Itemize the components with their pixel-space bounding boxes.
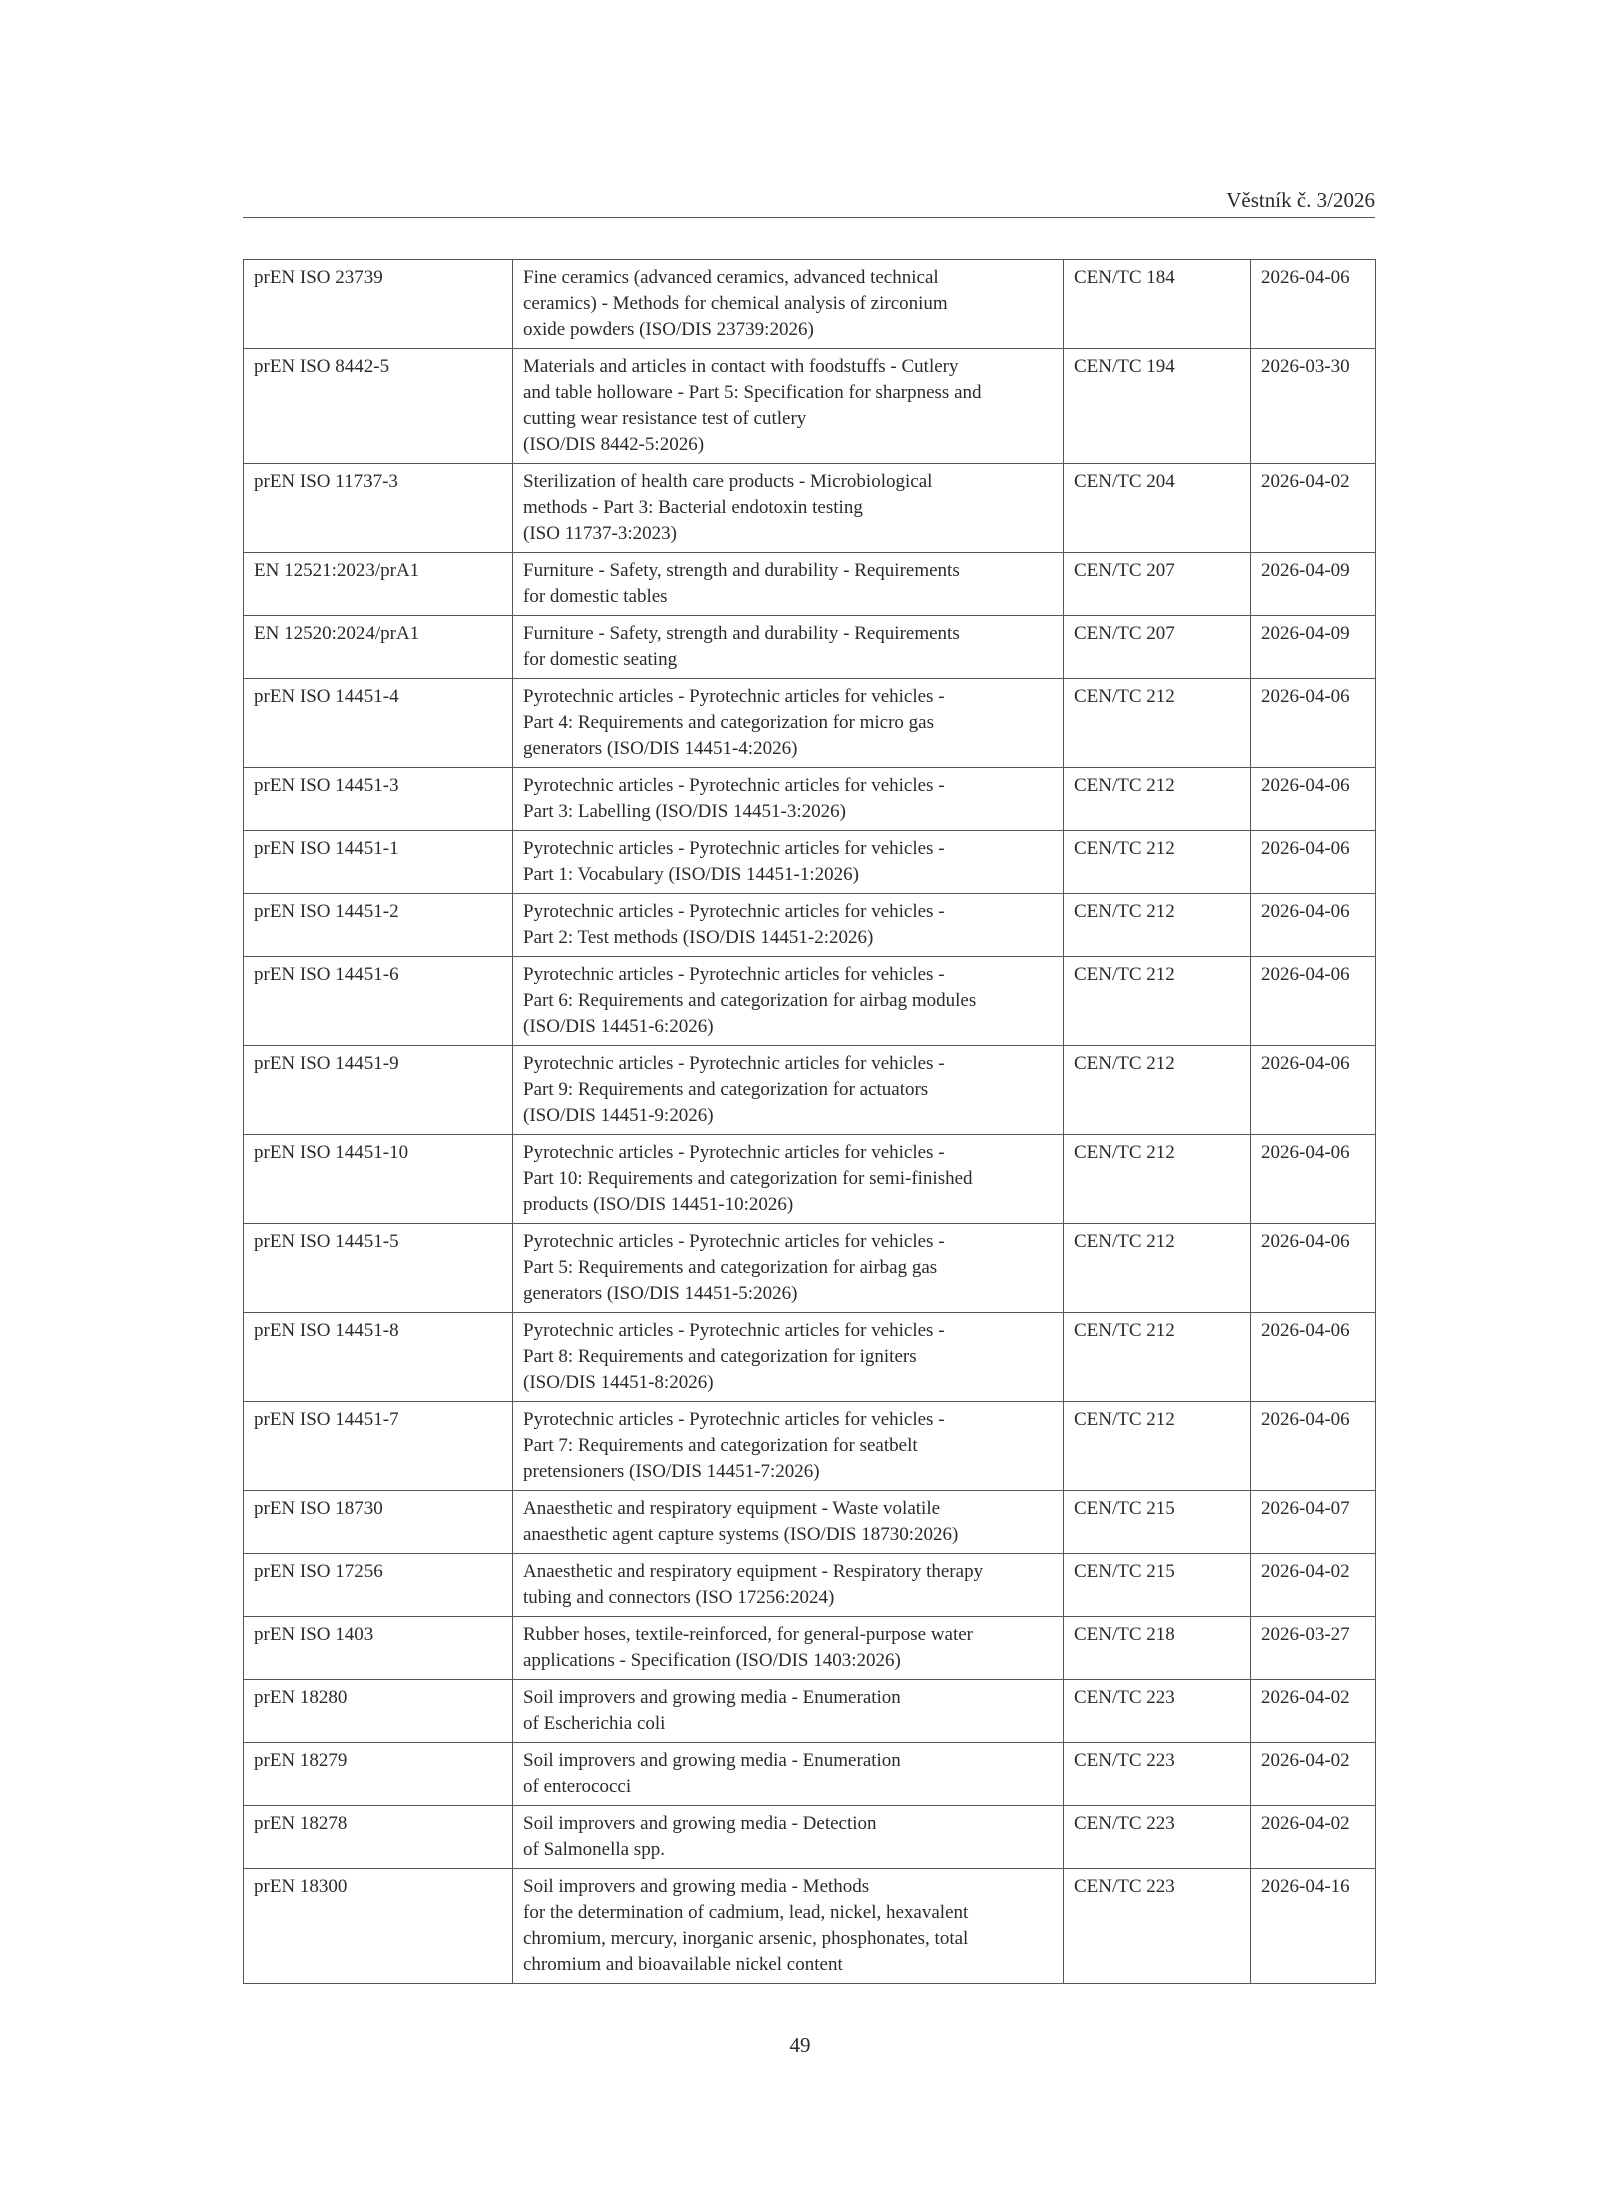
table-row bbox=[244, 1224, 1376, 1313]
comment-deadline: 2026-04-06 bbox=[1251, 1046, 1376, 1135]
table-row bbox=[244, 1743, 1376, 1806]
table-row bbox=[244, 679, 1376, 768]
standards-table bbox=[243, 259, 1376, 1984]
comment-deadline: 2026-04-02 bbox=[1251, 1680, 1376, 1743]
table-row bbox=[244, 464, 1376, 553]
comment-deadline: 2026-03-30 bbox=[1251, 349, 1376, 464]
table-row bbox=[244, 894, 1376, 957]
standard-code: prEN ISO 14451-10 bbox=[244, 1135, 513, 1224]
standard-code: prEN ISO 14451-1 bbox=[244, 831, 513, 894]
technical-committee: CEN/TC 212 bbox=[1064, 1402, 1251, 1491]
standard-title: Soil improvers and growing media - Enumeration of enterococci bbox=[513, 1743, 1064, 1806]
standard-code: prEN ISO 14451-4 bbox=[244, 679, 513, 768]
table-row bbox=[244, 1554, 1376, 1617]
standard-title: Furniture - Safety, strength and durability - Requirements for domestic seating bbox=[513, 616, 1064, 679]
standard-title: Soil improvers and growing media - Methods for the determination of cadmium, lead, nickel, hexavalent chromium, mercury, inorganic arsenic, phosphonates, total chromium and bioavailable nickel content bbox=[513, 1869, 1064, 1984]
table-row bbox=[244, 831, 1376, 894]
comment-deadline: 2026-03-27 bbox=[1251, 1617, 1376, 1680]
standard-title: Pyrotechnic articles - Pyrotechnic articles for vehicles - Part 2: Test methods (ISO/DIS 14451-2:2026) bbox=[513, 894, 1064, 957]
standard-title: Rubber hoses, textile-reinforced, for general-purpose water applications - Specification (ISO/DIS 1403:2026) bbox=[513, 1617, 1064, 1680]
table-row bbox=[244, 260, 1376, 349]
technical-committee: CEN/TC 212 bbox=[1064, 894, 1251, 957]
table-row bbox=[244, 1617, 1376, 1680]
standard-title: Pyrotechnic articles - Pyrotechnic articles for vehicles - Part 7: Requirements and categorization for seatbelt pretensioners (ISO/DIS 14451-7:2026) bbox=[513, 1402, 1064, 1491]
standard-title: Soil improvers and growing media - Detection of Salmonella spp. bbox=[513, 1806, 1064, 1869]
standard-code: prEN 18279 bbox=[244, 1743, 513, 1806]
technical-committee: CEN/TC 184 bbox=[1064, 260, 1251, 349]
table-row bbox=[244, 1046, 1376, 1135]
technical-committee: CEN/TC 212 bbox=[1064, 768, 1251, 831]
table-row bbox=[244, 1869, 1376, 1984]
comment-deadline: 2026-04-09 bbox=[1251, 616, 1376, 679]
comment-deadline: 2026-04-07 bbox=[1251, 1491, 1376, 1554]
standard-code: EN 12521:2023/prA1 bbox=[244, 553, 513, 616]
technical-committee: CEN/TC 212 bbox=[1064, 1046, 1251, 1135]
comment-deadline: 2026-04-02 bbox=[1251, 1554, 1376, 1617]
technical-committee: CEN/TC 223 bbox=[1064, 1806, 1251, 1869]
technical-committee: CEN/TC 212 bbox=[1064, 831, 1251, 894]
standard-title: Pyrotechnic articles - Pyrotechnic articles for vehicles - Part 4: Requirements and categorization for micro gas generators (ISO/DIS 14451-4:2026) bbox=[513, 679, 1064, 768]
comment-deadline: 2026-04-06 bbox=[1251, 1135, 1376, 1224]
technical-committee: CEN/TC 212 bbox=[1064, 1313, 1251, 1402]
technical-committee: CEN/TC 212 bbox=[1064, 1135, 1251, 1224]
page-number: 49 bbox=[789, 2033, 811, 2057]
table-row bbox=[244, 616, 1376, 679]
standard-title: Pyrotechnic articles - Pyrotechnic articles for vehicles - Part 6: Requirements and categorization for airbag modules (ISO/DIS 14451-6:2026) bbox=[513, 957, 1064, 1046]
technical-committee: CEN/TC 223 bbox=[1064, 1869, 1251, 1984]
standard-code: prEN ISO 14451-8 bbox=[244, 1313, 513, 1402]
technical-committee: CEN/TC 204 bbox=[1064, 464, 1251, 553]
table-row bbox=[244, 1135, 1376, 1224]
standard-title: Pyrotechnic articles - Pyrotechnic articles for vehicles - Part 10: Requirements and categorization for semi-finished products (ISO/DIS 14451-10:2026) bbox=[513, 1135, 1064, 1224]
running-header: Věstník č. 3/2026 bbox=[1226, 188, 1375, 212]
standard-title: Pyrotechnic articles - Pyrotechnic articles for vehicles - Part 9: Requirements and categorization for actuators (ISO/DIS 14451-9:2026) bbox=[513, 1046, 1064, 1135]
technical-committee: CEN/TC 223 bbox=[1064, 1680, 1251, 1743]
technical-committee: CEN/TC 207 bbox=[1064, 553, 1251, 616]
standard-title: Fine ceramics (advanced ceramics, advanced technical ceramics) - Methods for chemical analysis of zirconium oxide powders (ISO/DIS 23739:2026) bbox=[513, 260, 1064, 349]
table-row bbox=[244, 957, 1376, 1046]
technical-committee: CEN/TC 212 bbox=[1064, 679, 1251, 768]
standard-title: Pyrotechnic articles - Pyrotechnic articles for vehicles - Part 8: Requirements and categorization for igniters (ISO/DIS 14451-8:2026) bbox=[513, 1313, 1064, 1402]
standard-code: prEN 18280 bbox=[244, 1680, 513, 1743]
standard-title: Materials and articles in contact with foodstuffs - Cutlery and table holloware - Part 5: Specification for sharpness and cutting wear resistance test of cutlery (ISO/DIS 8442-5:2026) bbox=[513, 349, 1064, 464]
standard-title: Soil improvers and growing media - Enumeration of Escherichia coli bbox=[513, 1680, 1064, 1743]
comment-deadline: 2026-04-06 bbox=[1251, 260, 1376, 349]
standard-code: prEN ISO 11737-3 bbox=[244, 464, 513, 553]
standard-title: Pyrotechnic articles - Pyrotechnic articles for vehicles - Part 5: Requirements and categorization for airbag gas generators (ISO/DIS 14451-5:2026) bbox=[513, 1224, 1064, 1313]
comment-deadline: 2026-04-09 bbox=[1251, 553, 1376, 616]
table-row bbox=[244, 1491, 1376, 1554]
standard-title: Pyrotechnic articles - Pyrotechnic articles for vehicles - Part 1: Vocabulary (ISO/DIS 14451-1:2026) bbox=[513, 831, 1064, 894]
comment-deadline: 2026-04-06 bbox=[1251, 894, 1376, 957]
technical-committee: CEN/TC 215 bbox=[1064, 1554, 1251, 1617]
comment-deadline: 2026-04-16 bbox=[1251, 1869, 1376, 1984]
comment-deadline: 2026-04-02 bbox=[1251, 464, 1376, 553]
table-row bbox=[244, 1402, 1376, 1491]
standard-title: Furniture - Safety, strength and durability - Requirements for domestic tables bbox=[513, 553, 1064, 616]
table-row bbox=[244, 768, 1376, 831]
table-row bbox=[244, 1313, 1376, 1402]
standard-title: Anaesthetic and respiratory equipment - Waste volatile anaesthetic agent capture systems (ISO/DIS 18730:2026) bbox=[513, 1491, 1064, 1554]
technical-committee: CEN/TC 215 bbox=[1064, 1491, 1251, 1554]
technical-committee: CEN/TC 194 bbox=[1064, 349, 1251, 464]
header-rule bbox=[243, 217, 1375, 218]
standard-code: EN 12520:2024/prA1 bbox=[244, 616, 513, 679]
comment-deadline: 2026-04-06 bbox=[1251, 957, 1376, 1046]
comment-deadline: 2026-04-06 bbox=[1251, 1224, 1376, 1313]
comment-deadline: 2026-04-06 bbox=[1251, 831, 1376, 894]
standard-code: prEN ISO 1403 bbox=[244, 1617, 513, 1680]
technical-committee: CEN/TC 223 bbox=[1064, 1743, 1251, 1806]
standard-code: prEN ISO 23739 bbox=[244, 260, 513, 349]
standard-code: prEN ISO 14451-7 bbox=[244, 1402, 513, 1491]
table-row bbox=[244, 1806, 1376, 1869]
standard-code: prEN ISO 14451-9 bbox=[244, 1046, 513, 1135]
standard-title: Anaesthetic and respiratory equipment - Respiratory therapy tubing and connectors (ISO 17256:2024) bbox=[513, 1554, 1064, 1617]
comment-deadline: 2026-04-06 bbox=[1251, 679, 1376, 768]
comment-deadline: 2026-04-06 bbox=[1251, 1313, 1376, 1402]
standard-code: prEN ISO 18730 bbox=[244, 1491, 513, 1554]
technical-committee: CEN/TC 218 bbox=[1064, 1617, 1251, 1680]
standard-code: prEN 18278 bbox=[244, 1806, 513, 1869]
standard-code: prEN ISO 8442-5 bbox=[244, 349, 513, 464]
standard-code: prEN 18300 bbox=[244, 1869, 513, 1984]
standard-code: prEN ISO 14451-5 bbox=[244, 1224, 513, 1313]
comment-deadline: 2026-04-02 bbox=[1251, 1743, 1376, 1806]
comment-deadline: 2026-04-06 bbox=[1251, 1402, 1376, 1491]
standard-title: Sterilization of health care products - Microbiological methods - Part 3: Bacterial endotoxin testing (ISO 11737-3:2023) bbox=[513, 464, 1064, 553]
standard-title: Pyrotechnic articles - Pyrotechnic articles for vehicles - Part 3: Labelling (ISO/DIS 14451-3:2026) bbox=[513, 768, 1064, 831]
technical-committee: CEN/TC 212 bbox=[1064, 957, 1251, 1046]
table-row bbox=[244, 553, 1376, 616]
comment-deadline: 2026-04-06 bbox=[1251, 768, 1376, 831]
standard-code: prEN ISO 17256 bbox=[244, 1554, 513, 1617]
technical-committee: CEN/TC 207 bbox=[1064, 616, 1251, 679]
technical-committee: CEN/TC 212 bbox=[1064, 1224, 1251, 1313]
table-row bbox=[244, 349, 1376, 464]
comment-deadline: 2026-04-02 bbox=[1251, 1806, 1376, 1869]
standard-code: prEN ISO 14451-6 bbox=[244, 957, 513, 1046]
standard-code: prEN ISO 14451-2 bbox=[244, 894, 513, 957]
table-row bbox=[244, 1680, 1376, 1743]
standard-code: prEN ISO 14451-3 bbox=[244, 768, 513, 831]
